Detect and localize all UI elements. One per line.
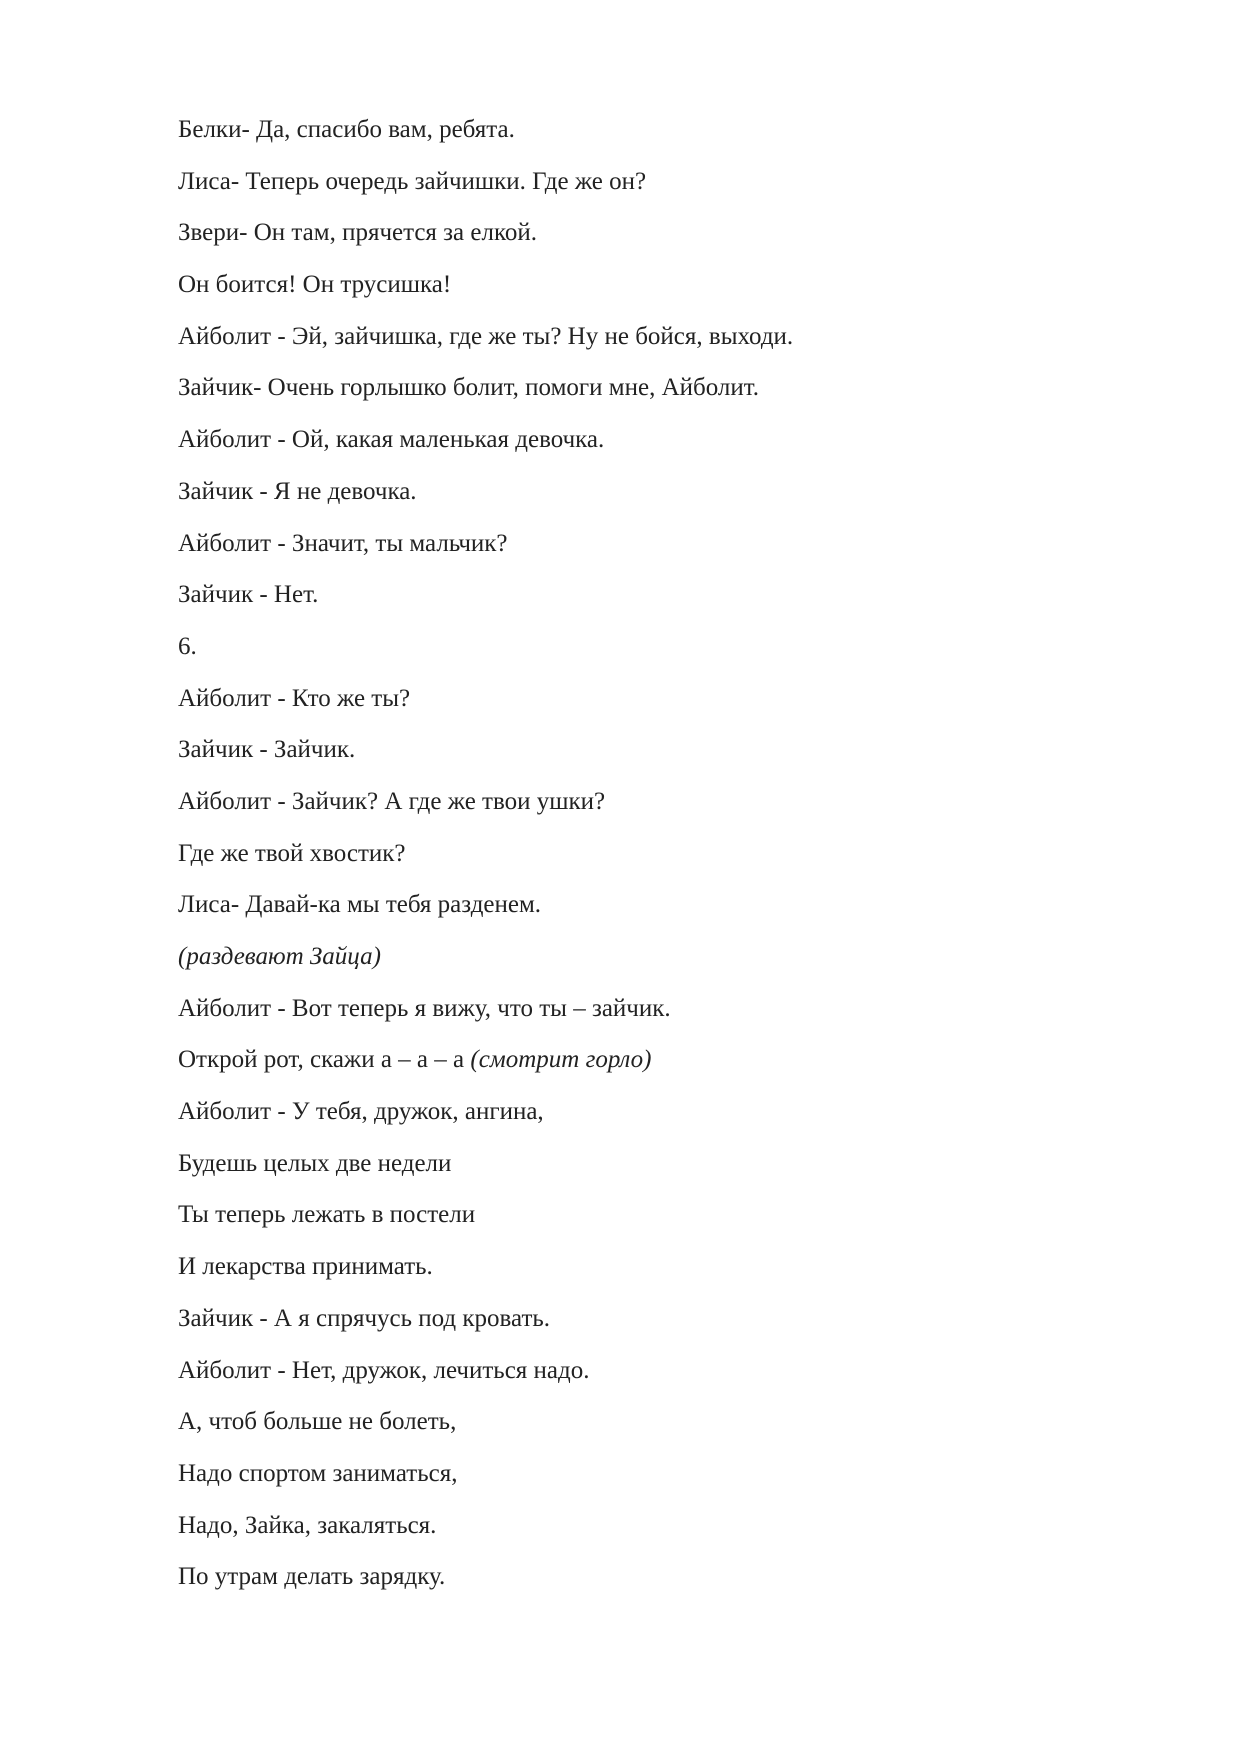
text-line: Белки- Да, спасибо вам, ребята. (178, 116, 515, 143)
text-line: А, чтоб больше не болеть, (178, 1408, 457, 1436)
text-line: Зайчик - Я не девочка. (178, 477, 417, 505)
text-line-with-direction (178, 1044, 1158, 1096)
stage-direction: (раздевают Зайца) (178, 943, 381, 970)
text-line: Айболит - Вот теперь я вижу, что ты – зайчик. (178, 994, 671, 1022)
text-line: Надо спортом заниматься, (178, 1459, 458, 1487)
text-line: Лиса- Давай-ка мы тебя разденем. (178, 891, 542, 919)
line-text: Открой рот, скажи а – а – а (178, 1046, 471, 1074)
text-line: Айболит - Нет, дружок, лечиться надо. (178, 1356, 590, 1384)
text-line: Айболит - Кто же ты? (178, 684, 411, 712)
text-line: Он боится! Он трусишка! (178, 271, 452, 299)
text-line: Айболит - Значит, ты мальчик? (178, 529, 508, 557)
text-line: Зайчик - Зайчик. (178, 736, 356, 764)
text-line: Ты теперь лежать в постели (178, 1201, 476, 1229)
text-line: Зайчик - А я спрячусь под кровать. (178, 1304, 551, 1332)
scene-number: 6. (178, 632, 197, 660)
text-line: И лекарства принимать. (178, 1253, 433, 1281)
text-line: Где же твой хвостик? (178, 839, 406, 867)
text-line: Айболит - Зайчик? А где же твои ушки? (178, 787, 606, 815)
text-line: Айболит - Ой, какая маленькая девочка. (178, 426, 605, 454)
text-line: Зайчик- Очень горлышко болит, помоги мне, Айболит. (178, 374, 760, 402)
script-text (178, 114, 1158, 1613)
text-line: Айболит - У тебя, дружок, ангина, (178, 1098, 544, 1126)
text-line: Лиса- Теперь очередь зайчишки. Где же он? (178, 167, 647, 195)
text-line: Зайчик - Нет. (178, 581, 319, 609)
text-line: Айболит - Эй, зайчишка, где же ты? Ну не бойся, выходи. (178, 322, 794, 350)
text-line: Будешь целых две недели (178, 1149, 452, 1177)
text-line: Надо, Зайка, закаляться. (178, 1511, 437, 1539)
stage-direction: (смотрит горло) (470, 1046, 652, 1074)
text-line: По утрам делать зарядку. (178, 1563, 446, 1591)
text-line: Звери- Он там, прячется за елкой. (178, 219, 537, 247)
